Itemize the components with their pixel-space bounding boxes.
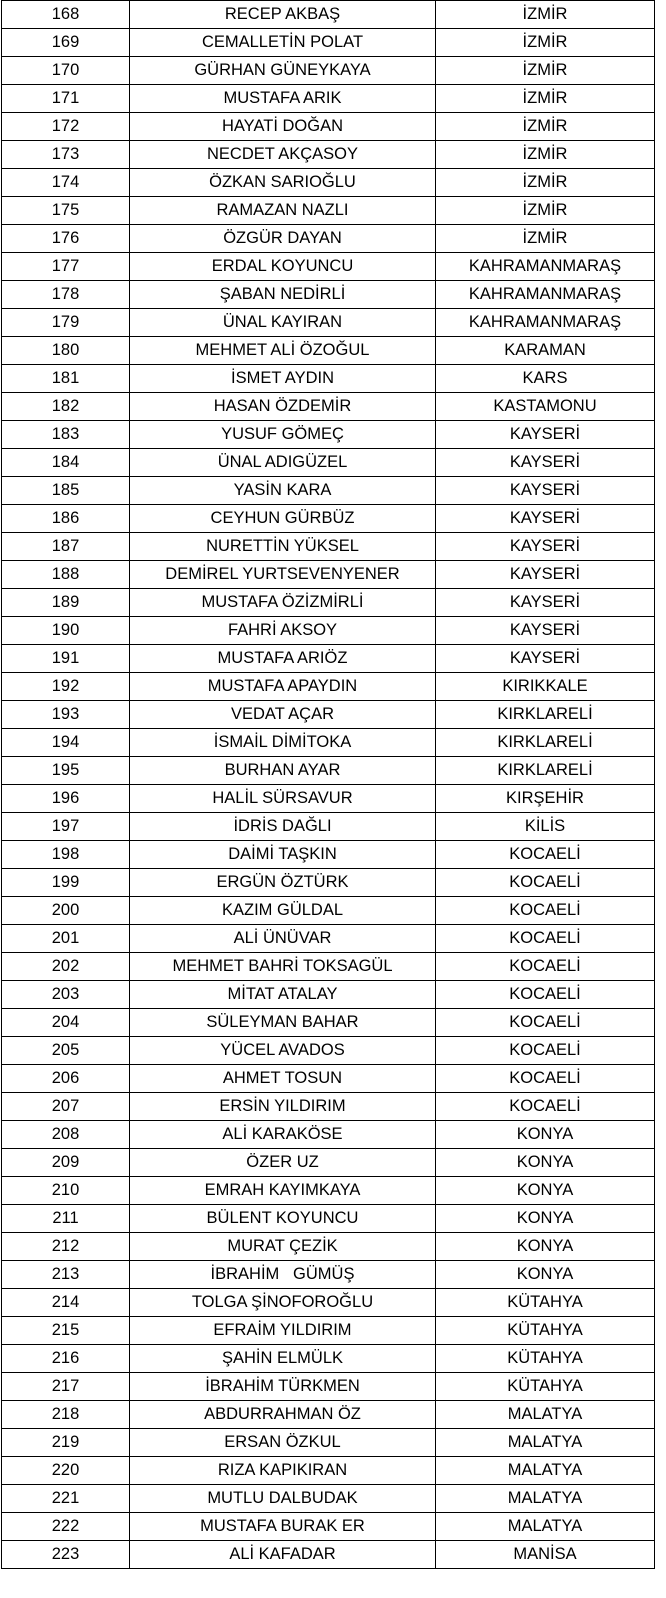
city-cell: KAYSERİ — [436, 477, 655, 505]
row-number-cell: 220 — [2, 1457, 130, 1485]
table-row — [2, 1429, 655, 1457]
roster-table-body — [2, 1, 655, 1569]
person-name-cell: HAYATİ DOĞAN — [130, 113, 436, 141]
person-name-cell: ÜNAL ADIGÜZEL — [130, 449, 436, 477]
city-cell: KOCAELİ — [436, 841, 655, 869]
city-cell: KIRKLARELİ — [436, 757, 655, 785]
table-row — [2, 1485, 655, 1513]
city-cell: KAYSERİ — [436, 533, 655, 561]
row-number-cell: 192 — [2, 673, 130, 701]
city-cell: KONYA — [436, 1233, 655, 1261]
table-row — [2, 1233, 655, 1261]
person-name-cell: YUSUF GÖMEÇ — [130, 421, 436, 449]
row-number-cell: 216 — [2, 1345, 130, 1373]
city-cell: KOCAELİ — [436, 925, 655, 953]
person-name-cell: MEHMET BAHRİ TOKSAGÜL — [130, 953, 436, 981]
person-name-cell: MURAT ÇEZİK — [130, 1233, 436, 1261]
person-name-cell: ABDURRAHMAN ÖZ — [130, 1401, 436, 1429]
person-name-cell: DEMİREL YURTSEVENYENER — [130, 561, 436, 589]
row-number-cell: 185 — [2, 477, 130, 505]
city-cell: KAYSERİ — [436, 589, 655, 617]
row-number-cell: 188 — [2, 561, 130, 589]
person-name-cell: ALİ ÜNÜVAR — [130, 925, 436, 953]
city-cell: İZMİR — [436, 197, 655, 225]
table-row — [2, 1513, 655, 1541]
city-cell: KÜTAHYA — [436, 1373, 655, 1401]
city-cell: KAHRAMANMARAŞ — [436, 309, 655, 337]
city-cell: İZMİR — [436, 57, 655, 85]
person-name-cell: ERGÜN ÖZTÜRK — [130, 869, 436, 897]
row-number-cell: 223 — [2, 1541, 130, 1569]
person-name-cell: ERSİN YILDIRIM — [130, 1093, 436, 1121]
table-row — [2, 169, 655, 197]
person-name-cell: İBRAHİM GÜMÜŞ — [130, 1261, 436, 1289]
table-row — [2, 197, 655, 225]
city-cell: İZMİR — [436, 225, 655, 253]
person-name-cell: ŞABAN NEDİRLİ — [130, 281, 436, 309]
city-cell: MALATYA — [436, 1429, 655, 1457]
city-cell: KAHRAMANMARAŞ — [436, 253, 655, 281]
row-number-cell: 218 — [2, 1401, 130, 1429]
row-number-cell: 174 — [2, 169, 130, 197]
person-name-cell: HASAN ÖZDEMİR — [130, 393, 436, 421]
person-name-cell: RECEP AKBAŞ — [130, 1, 436, 29]
table-row — [2, 253, 655, 281]
city-cell: KAYSERİ — [436, 449, 655, 477]
table-row — [2, 1289, 655, 1317]
person-name-cell: ALİ KARAKÖSE — [130, 1121, 436, 1149]
table-row — [2, 841, 655, 869]
person-name-cell: ALİ KAFADAR — [130, 1541, 436, 1569]
person-name-cell: ÖZER UZ — [130, 1149, 436, 1177]
table-row — [2, 281, 655, 309]
table-row — [2, 113, 655, 141]
city-cell: KIRKLARELİ — [436, 729, 655, 757]
table-row — [2, 477, 655, 505]
city-cell: KOCAELİ — [436, 1093, 655, 1121]
table-row — [2, 85, 655, 113]
table-row — [2, 365, 655, 393]
person-name-cell: MUTLU DALBUDAK — [130, 1485, 436, 1513]
row-number-cell: 207 — [2, 1093, 130, 1121]
row-number-cell: 183 — [2, 421, 130, 449]
table-row — [2, 1177, 655, 1205]
table-row — [2, 589, 655, 617]
row-number-cell: 209 — [2, 1149, 130, 1177]
city-cell: KAYSERİ — [436, 561, 655, 589]
city-cell: İZMİR — [436, 141, 655, 169]
city-cell: KONYA — [436, 1261, 655, 1289]
row-number-cell: 194 — [2, 729, 130, 757]
city-cell: KOCAELİ — [436, 953, 655, 981]
person-name-cell: EFRAİM YILDIRIM — [130, 1317, 436, 1345]
row-number-cell: 170 — [2, 57, 130, 85]
city-cell: KONYA — [436, 1177, 655, 1205]
person-name-cell: AHMET TOSUN — [130, 1065, 436, 1093]
city-cell: KOCAELİ — [436, 1009, 655, 1037]
person-name-cell: MUSTAFA ARIÖZ — [130, 645, 436, 673]
city-cell: İZMİR — [436, 113, 655, 141]
row-number-cell: 191 — [2, 645, 130, 673]
table-row — [2, 981, 655, 1009]
row-number-cell: 172 — [2, 113, 130, 141]
table-row — [2, 533, 655, 561]
row-number-cell: 222 — [2, 1513, 130, 1541]
table-row — [2, 337, 655, 365]
row-number-cell: 179 — [2, 309, 130, 337]
city-cell: KOCAELİ — [436, 1037, 655, 1065]
table-row — [2, 1093, 655, 1121]
table-row — [2, 701, 655, 729]
table-row — [2, 1457, 655, 1485]
row-number-cell: 176 — [2, 225, 130, 253]
person-name-cell: BURHAN AYAR — [130, 757, 436, 785]
table-row — [2, 729, 655, 757]
person-name-cell: ÖZKAN SARIOĞLU — [130, 169, 436, 197]
city-cell: KONYA — [436, 1121, 655, 1149]
row-number-cell: 221 — [2, 1485, 130, 1513]
city-cell: İZMİR — [436, 1, 655, 29]
row-number-cell: 175 — [2, 197, 130, 225]
table-row — [2, 505, 655, 533]
table-row — [2, 449, 655, 477]
row-number-cell: 181 — [2, 365, 130, 393]
person-name-cell: ERDAL KOYUNCU — [130, 253, 436, 281]
row-number-cell: 193 — [2, 701, 130, 729]
table-row — [2, 1121, 655, 1149]
person-name-cell: RIZA KAPIKIRAN — [130, 1457, 436, 1485]
table-row — [2, 57, 655, 85]
person-name-cell: NECDET AKÇASOY — [130, 141, 436, 169]
row-number-cell: 180 — [2, 337, 130, 365]
person-name-cell: VEDAT AÇAR — [130, 701, 436, 729]
person-name-cell: ÜNAL KAYIRAN — [130, 309, 436, 337]
city-cell: KASTAMONU — [436, 393, 655, 421]
table-row — [2, 1345, 655, 1373]
table-row — [2, 1541, 655, 1569]
table-row — [2, 29, 655, 57]
row-number-cell: 208 — [2, 1121, 130, 1149]
table-row — [2, 925, 655, 953]
person-name-cell: MEHMET ALİ ÖZOĞUL — [130, 337, 436, 365]
person-name-cell: DAİMİ TAŞKIN — [130, 841, 436, 869]
table-row — [2, 869, 655, 897]
row-number-cell: 190 — [2, 617, 130, 645]
table-row — [2, 785, 655, 813]
city-cell: KIRŞEHİR — [436, 785, 655, 813]
city-cell: KONYA — [436, 1205, 655, 1233]
row-number-cell: 199 — [2, 869, 130, 897]
row-number-cell: 173 — [2, 141, 130, 169]
table-row — [2, 673, 655, 701]
table-row — [2, 1009, 655, 1037]
city-cell: MALATYA — [436, 1485, 655, 1513]
row-number-cell: 212 — [2, 1233, 130, 1261]
table-row — [2, 1205, 655, 1233]
person-name-cell: İDRİS DAĞLI — [130, 813, 436, 841]
city-cell: KÜTAHYA — [436, 1345, 655, 1373]
row-number-cell: 205 — [2, 1037, 130, 1065]
table-row — [2, 1, 655, 29]
row-number-cell: 219 — [2, 1429, 130, 1457]
city-cell: KAYSERİ — [436, 617, 655, 645]
row-number-cell: 187 — [2, 533, 130, 561]
person-name-cell: FAHRİ AKSOY — [130, 617, 436, 645]
table-row — [2, 1065, 655, 1093]
roster-table — [1, 0, 655, 1569]
table-row — [2, 1317, 655, 1345]
table-row — [2, 309, 655, 337]
row-number-cell: 178 — [2, 281, 130, 309]
person-name-cell: MUSTAFA APAYDIN — [130, 673, 436, 701]
table-row — [2, 421, 655, 449]
row-number-cell: 203 — [2, 981, 130, 1009]
table-row — [2, 561, 655, 589]
row-number-cell: 186 — [2, 505, 130, 533]
row-number-cell: 215 — [2, 1317, 130, 1345]
table-row — [2, 1373, 655, 1401]
person-name-cell: ERSAN ÖZKUL — [130, 1429, 436, 1457]
city-cell: MANİSA — [436, 1541, 655, 1569]
row-number-cell: 177 — [2, 253, 130, 281]
city-cell: KONYA — [436, 1149, 655, 1177]
city-cell: İZMİR — [436, 85, 655, 113]
row-number-cell: 196 — [2, 785, 130, 813]
table-row — [2, 393, 655, 421]
city-cell: KOCAELİ — [436, 981, 655, 1009]
person-name-cell: İBRAHİM TÜRKMEN — [130, 1373, 436, 1401]
row-number-cell: 171 — [2, 85, 130, 113]
table-row — [2, 1037, 655, 1065]
table-row — [2, 897, 655, 925]
person-name-cell: RAMAZAN NAZLI — [130, 197, 436, 225]
city-cell: KIRKLARELİ — [436, 701, 655, 729]
person-name-cell: ŞAHİN ELMÜLK — [130, 1345, 436, 1373]
table-row — [2, 1401, 655, 1429]
person-name-cell: MUSTAFA ARIK — [130, 85, 436, 113]
table-row — [2, 617, 655, 645]
table-row — [2, 225, 655, 253]
person-name-cell: MUSTAFA BURAK ER — [130, 1513, 436, 1541]
person-name-cell: TOLGA ŞİNOFOROĞLU — [130, 1289, 436, 1317]
person-name-cell: GÜRHAN GÜNEYKAYA — [130, 57, 436, 85]
city-cell: İZMİR — [436, 169, 655, 197]
person-name-cell: CEMALLETİN POLAT — [130, 29, 436, 57]
table-row — [2, 645, 655, 673]
city-cell: KAHRAMANMARAŞ — [436, 281, 655, 309]
city-cell: KARS — [436, 365, 655, 393]
person-name-cell: ÖZGÜR DAYAN — [130, 225, 436, 253]
person-name-cell: YÜCEL AVADOS — [130, 1037, 436, 1065]
city-cell: KÜTAHYA — [436, 1317, 655, 1345]
row-number-cell: 182 — [2, 393, 130, 421]
row-number-cell: 168 — [2, 1, 130, 29]
table-row — [2, 1261, 655, 1289]
row-number-cell: 201 — [2, 925, 130, 953]
row-number-cell: 189 — [2, 589, 130, 617]
city-cell: KAYSERİ — [436, 645, 655, 673]
person-name-cell: MUSTAFA ÖZİZMİRLİ — [130, 589, 436, 617]
table-row — [2, 1149, 655, 1177]
row-number-cell: 200 — [2, 897, 130, 925]
person-name-cell: İSMET AYDIN — [130, 365, 436, 393]
person-name-cell: SÜLEYMAN BAHAR — [130, 1009, 436, 1037]
city-cell: MALATYA — [436, 1457, 655, 1485]
table-row — [2, 141, 655, 169]
city-cell: KOCAELİ — [436, 869, 655, 897]
row-number-cell: 184 — [2, 449, 130, 477]
row-number-cell: 210 — [2, 1177, 130, 1205]
person-name-cell: CEYHUN GÜRBÜZ — [130, 505, 436, 533]
city-cell: KOCAELİ — [436, 897, 655, 925]
city-cell: MALATYA — [436, 1513, 655, 1541]
person-name-cell: İSMAİL DİMİTOKA — [130, 729, 436, 757]
city-cell: MALATYA — [436, 1401, 655, 1429]
city-cell: KOCAELİ — [436, 1065, 655, 1093]
city-cell: KAYSERİ — [436, 505, 655, 533]
city-cell: KIRIKKALE — [436, 673, 655, 701]
person-name-cell: NURETTİN YÜKSEL — [130, 533, 436, 561]
row-number-cell: 206 — [2, 1065, 130, 1093]
table-row — [2, 953, 655, 981]
row-number-cell: 198 — [2, 841, 130, 869]
table-row — [2, 813, 655, 841]
person-name-cell: MİTAT ATALAY — [130, 981, 436, 1009]
city-cell: KİLİS — [436, 813, 655, 841]
row-number-cell: 213 — [2, 1261, 130, 1289]
table-row — [2, 757, 655, 785]
city-cell: İZMİR — [436, 29, 655, 57]
city-cell: KÜTAHYA — [436, 1289, 655, 1317]
row-number-cell: 217 — [2, 1373, 130, 1401]
row-number-cell: 202 — [2, 953, 130, 981]
person-name-cell: KAZIM GÜLDAL — [130, 897, 436, 925]
person-name-cell: HALİL SÜRSAVUR — [130, 785, 436, 813]
row-number-cell: 214 — [2, 1289, 130, 1317]
city-cell: KAYSERİ — [436, 421, 655, 449]
row-number-cell: 197 — [2, 813, 130, 841]
person-name-cell: BÜLENT KOYUNCU — [130, 1205, 436, 1233]
person-name-cell: YASİN KARA — [130, 477, 436, 505]
row-number-cell: 204 — [2, 1009, 130, 1037]
row-number-cell: 195 — [2, 757, 130, 785]
row-number-cell: 169 — [2, 29, 130, 57]
row-number-cell: 211 — [2, 1205, 130, 1233]
city-cell: KARAMAN — [436, 337, 655, 365]
person-name-cell: EMRAH KAYIMKAYA — [130, 1177, 436, 1205]
